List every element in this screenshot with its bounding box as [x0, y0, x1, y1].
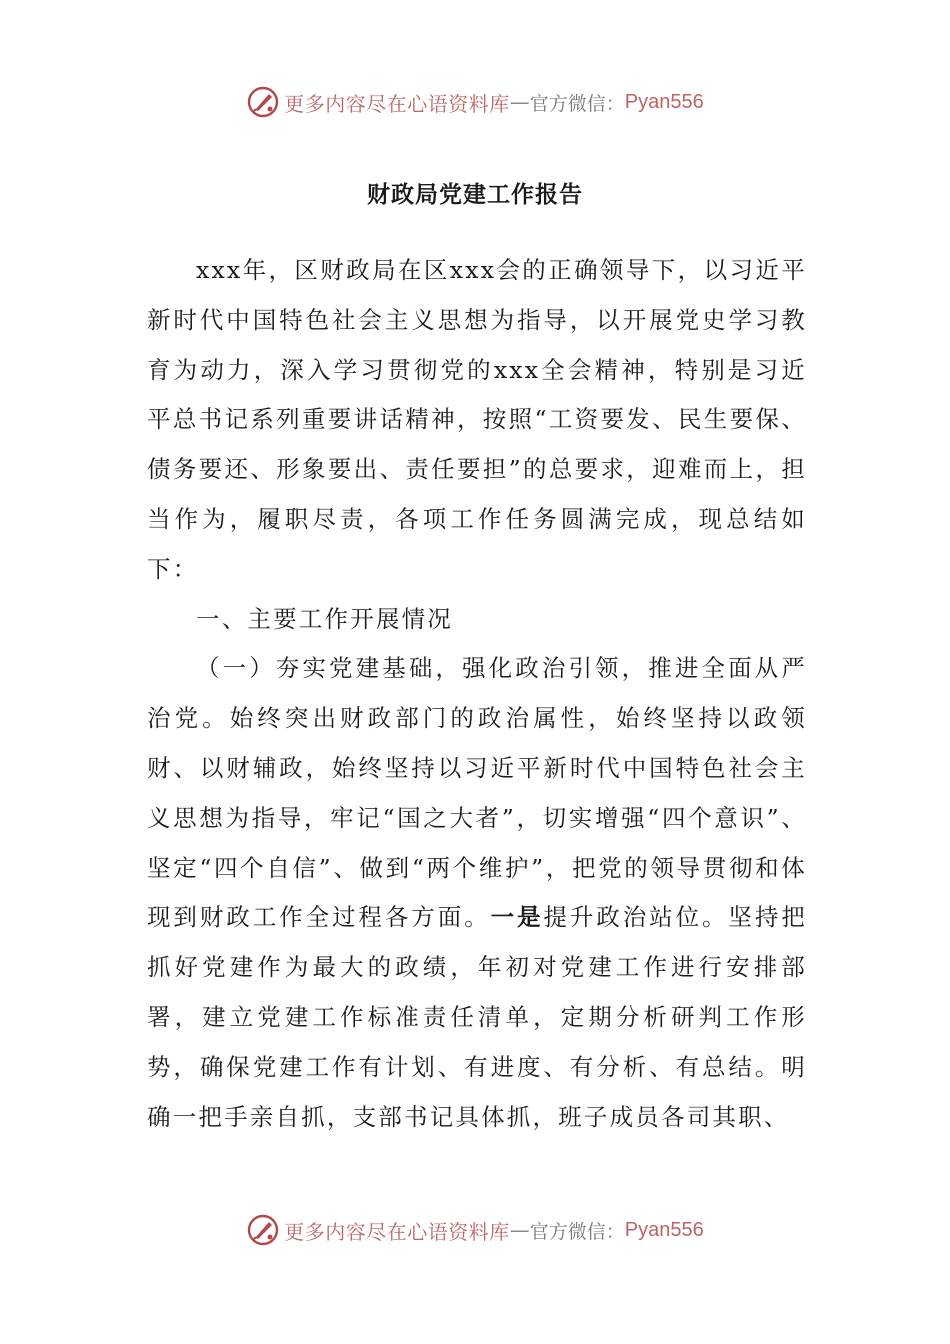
section-heading-1: 一、主要工作开展情况	[196, 604, 453, 633]
quill-logo-icon	[246, 1213, 280, 1247]
watermark-wechat-label: 官方微信：	[529, 1220, 625, 1243]
watermark-separator: —	[509, 90, 530, 114]
watermark-brand-text: 更多内容尽在心语资料库	[284, 91, 510, 116]
emphasis-first-point: 一是	[490, 903, 544, 932]
quill-logo-icon	[246, 85, 280, 119]
watermark-brand-text: 更多内容尽在心语资料库	[284, 1219, 510, 1244]
watermark-footer	[0, 1210, 950, 1250]
watermark-separator: —	[509, 1218, 530, 1242]
intro-paragraph: xxx年，区财政局在区xxx会的正确领导下，以习近平新时代中国特色社会主义思想为指导，以开展党史学习教育为动力，深入学习贯彻党的xxx全会精神，特别是习近平总书记系列重要讲话精神，按照“工资要发、民生要保、债务要还、形象要出、责任要担”的总要求，迎难而上，担当作为，履职尽责，各项工作任务圆满完成，现总结如下：	[147, 256, 807, 583]
subsection-paragraph-1	[147, 644, 807, 1142]
watermark-wechat-id: Pyan556	[624, 90, 704, 113]
document-title: 财政局党建工作报告	[367, 181, 583, 208]
subsection-text-part-2: 提升政治站位。坚持把抓好党建作为最大的政绩，年初对党建工作进行安排部署，建立党建工作标准责任清单，定期分析研判工作形势，确保党建工作有计划、有进度、有分析、有总结。明确一把手亲自抓，支部书记具体抓，班子成员各司其职、	[147, 903, 807, 1131]
subsection-text-part-1: （一）夯实党建基础，强化政治引领，推进全面从严治党。始终突出财政部门的政治属性，始终坚持以政领财、以财辅政，始终坚持以习近平新时代中国特色社会主义思想为指导，牢记“国之大者”，切实增强“四个意识”、坚定“四个自信”、做到“两个维护”，把党的领导贯彻和体现到财政工作全过程各方面。	[147, 654, 807, 932]
document-body	[147, 246, 807, 1142]
watermark-wechat-label: 官方微信：	[529, 92, 625, 115]
watermark-header	[0, 82, 950, 122]
watermark-wechat-id: Pyan556	[624, 1218, 704, 1241]
